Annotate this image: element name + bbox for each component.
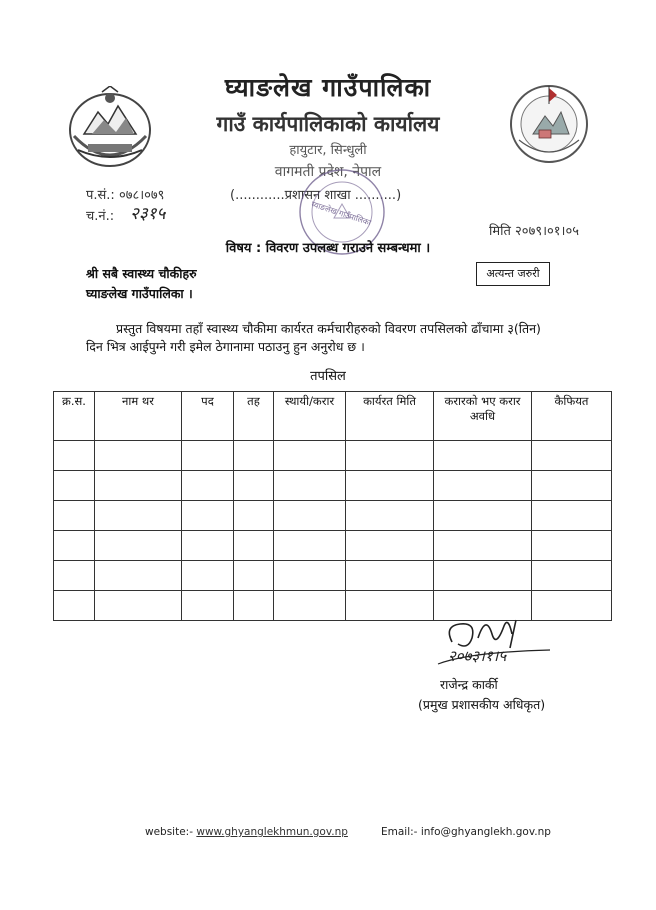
table-cell — [234, 591, 274, 621]
office-location: हायुटार, सिन्धुली — [289, 143, 367, 158]
table-row — [54, 441, 612, 471]
footer-email — [381, 826, 551, 838]
table-cell — [346, 471, 434, 501]
column-header-contract-period: करारको भए करार अवधि — [434, 392, 532, 441]
table-cell — [54, 591, 95, 621]
column-header-working-date: कार्यरत मिति — [346, 392, 434, 441]
table-cell — [346, 591, 434, 621]
table-cell — [274, 501, 346, 531]
table-row — [54, 501, 612, 531]
table-cell — [182, 501, 234, 531]
email-label: Email:- — [381, 826, 418, 838]
table-row — [54, 561, 612, 591]
column-header-status: स्थायी/करार — [274, 392, 346, 441]
table-cell — [182, 531, 234, 561]
table-cell — [434, 531, 532, 561]
table-cell — [54, 501, 95, 531]
table-cell — [434, 441, 532, 471]
table-cell — [434, 561, 532, 591]
table-cell — [274, 561, 346, 591]
table-cell — [95, 501, 182, 531]
table-cell — [182, 471, 234, 501]
table-cell — [532, 561, 612, 591]
table-row — [54, 471, 612, 501]
table-cell — [532, 531, 612, 561]
table-cell — [54, 561, 95, 591]
table-cell — [95, 471, 182, 501]
province-line: वागमती प्रदेश, नेपाल — [274, 164, 382, 180]
column-header-serial: क्र.स. — [54, 392, 95, 441]
table-cell — [182, 561, 234, 591]
recipient-line-1: श्री सबै स्वास्थ्य चौकीहरु — [86, 266, 197, 281]
table-cell — [95, 531, 182, 561]
website-link[interactable]: www.ghyanglekhmun.gov.np — [196, 826, 348, 838]
table-cell — [182, 591, 234, 621]
table-cell — [54, 441, 95, 471]
table-cell — [95, 591, 182, 621]
table-cell — [234, 531, 274, 561]
chalani-number: २३१५ — [130, 204, 166, 224]
table-cell — [434, 471, 532, 501]
column-header-name: नाम थर — [95, 392, 182, 441]
table-row — [54, 531, 612, 561]
column-header-level: तह — [234, 392, 274, 441]
column-header-post: पद — [182, 392, 234, 441]
table-cell — [346, 531, 434, 561]
footer-website — [145, 826, 348, 838]
table-cell — [234, 501, 274, 531]
table-cell — [346, 501, 434, 531]
column-header-remarks: कैफियत — [532, 392, 612, 441]
table-cell — [434, 501, 532, 531]
website-label: website:- — [145, 826, 194, 838]
table-cell — [182, 441, 234, 471]
urgent-badge: अत्यन्त जरुरी — [476, 262, 550, 286]
signature-date: २०७३।१।५ — [448, 647, 507, 665]
email-link[interactable]: info@ghyanglekh.gov.np — [420, 826, 551, 838]
table-cell — [532, 471, 612, 501]
table-cell — [532, 501, 612, 531]
table-title: तपसिल — [310, 369, 346, 384]
chalani-label: च.नं.: — [86, 209, 115, 224]
table-cell — [274, 531, 346, 561]
table-cell — [234, 471, 274, 501]
table-cell — [274, 471, 346, 501]
table-cell — [274, 441, 346, 471]
office-name: गाउँ कार्यपालिकाको कार्यालय — [216, 112, 440, 136]
body-line-2: दिन भित्र आईपुग्ने गरी इमेल ठेगानामा पठाउनु हुन अनुरोध छ । — [86, 339, 365, 354]
recipient-line-2: घ्याङलेख गाउँपालिका । — [86, 286, 193, 301]
patra-sankhya: प.सं.: ०७८।०७९ — [86, 188, 165, 203]
letter-date: मिति २०७९।०१।०५ — [489, 224, 579, 239]
table-cell — [54, 471, 95, 501]
table-cell — [346, 441, 434, 471]
table-cell — [234, 561, 274, 591]
table-cell — [274, 591, 346, 621]
municipality-name: घ्याङलेख गाउँपालिका — [224, 73, 432, 102]
table-cell — [95, 561, 182, 591]
table-header-row — [54, 392, 612, 441]
stamp-text: घ्याङलेख गाउँपालिका — [310, 199, 373, 228]
table-cell — [346, 561, 434, 591]
signatory-title: (प्रमुख प्रशासकीय अधिकृत) — [418, 697, 546, 712]
table-cell — [95, 441, 182, 471]
table-cell — [54, 531, 95, 561]
table-cell — [532, 441, 612, 471]
table-cell — [234, 441, 274, 471]
section-name: (............प्रशासन शाखा ..........) — [230, 188, 402, 203]
signatory-name: राजेन्द्र कार्की — [440, 677, 498, 692]
details-table — [53, 391, 612, 621]
subject-line: विषय : विवरण उपलब्ध गराउने सम्बन्धमा । — [225, 241, 431, 256]
body-line-1: प्रस्तुत विषयमा तहाँ स्वास्थ्य चौकीमा कार्यरत कर्मचारीहरुको विवरण तपसिलको ढाँचामा ३(तिन) — [116, 321, 541, 336]
